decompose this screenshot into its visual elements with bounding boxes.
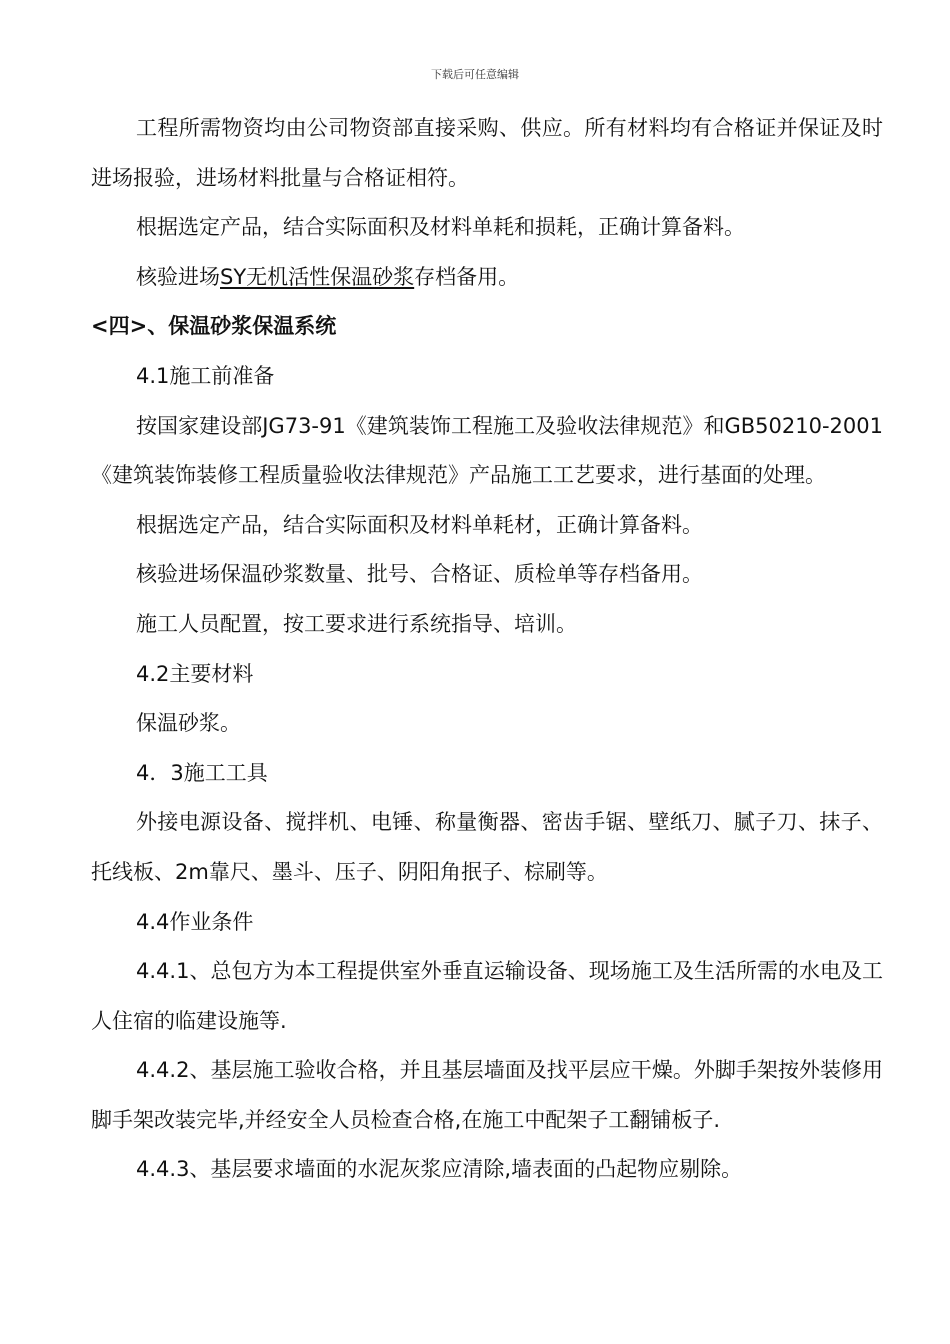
subsection-4-1-title: 4.1施工前准备: [136, 363, 275, 388]
document-body: [91, 104, 883, 1195]
subsection-4-3-title: 4．3施工工具: [136, 760, 268, 785]
paragraph-standards: 按国家建设部JG73-91《建筑装饰工程施工及验收法律规范》和GB50210-2001《建筑装饰装修工程质量验收法律规范》产品施工工艺要求，进行基面的处理。: [91, 413, 883, 488]
paragraph-verify-mortar: [91, 253, 883, 303]
paragraph-tools-list: 外接电源设备、搅拌机、电锤、称量衡器、密齿手锯、壁纸刀、腻子刀、抹子、托线板、2m靠尺、墨斗、压子、阴阳角抿子、棕刷等。: [91, 810, 883, 884]
paragraph-main-material: 保温砂浆。: [136, 711, 241, 736]
section-heading-4: <四>、保温砂浆保温系统: [91, 314, 337, 339]
underlined-product-name: SY无机活性保温砂浆: [220, 264, 415, 289]
subsection-4-2-title: 4.2主要材料: [136, 661, 254, 686]
paragraph-4-4-3: 4.4.3、基层要求墙面的水泥灰浆应清除,墙表面的凸起物应剔除。: [136, 1157, 743, 1182]
paragraph-staff-training: 施工人员配置，按工要求进行系统指导、培训。: [136, 611, 577, 636]
verify-prefix: 核验进场: [136, 264, 220, 289]
subsection-4-4-title: 4.4作业条件: [136, 909, 254, 934]
paragraph-calc-materials: 根据选定产品，结合实际面积及材料单耗和损耗，正确计算备料。: [136, 215, 745, 240]
paragraph-4-4-1: 4.4.1、总包方为本工程提供室外垂直运输设备、现场施工及生活所需的水电及工人住宿的临建设施等.: [91, 959, 883, 1033]
verify-suffix: 存档备用。: [414, 264, 520, 289]
paragraph-materials-supply: 工程所需物资均由公司物资部直接采购、供应。所有材料均有合格证并保证及时进场报验，进场材料批量与合格证相符。: [91, 116, 883, 190]
paragraph-calc-materials-2: 根据选定产品，结合实际面积及材料单耗材，正确计算备料。: [136, 512, 703, 537]
paragraph-4-4-2: 4.4.2、基层施工验收合格，并且基层墙面及找平层应干燥。外脚手架按外装修用脚手架改装完毕,并经安全人员检查合格,在施工中配架子工翻铺板子.: [91, 1058, 883, 1132]
header-note: 下载后可任意编辑: [431, 68, 519, 81]
paragraph-verify-quantity: 核验进场保温砂浆数量、批号、合格证、质检单等存档备用。: [136, 562, 703, 587]
